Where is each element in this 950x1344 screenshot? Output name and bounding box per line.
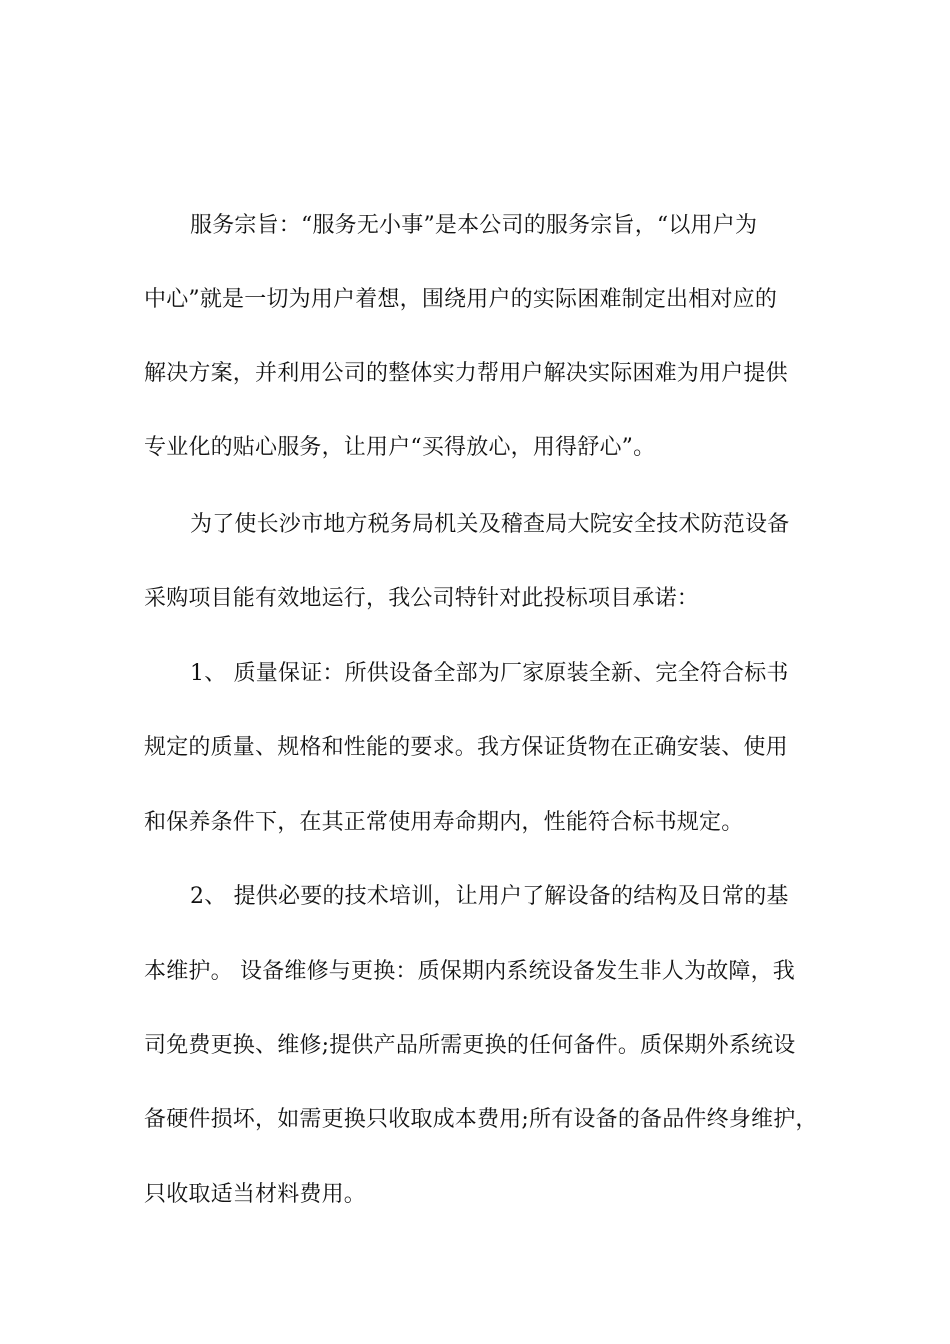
- paragraph-line: 2、 提供必要的技术培训，让用户了解设备的结构及日常的基: [190, 884, 789, 909]
- paragraph-line: 中心”就是一切为用户着想，围绕用户的实际困难制定出相对应的: [144, 287, 778, 312]
- paragraph-line: 为了使长沙市地方税务局机关及稽查局大院安全技术防范设备: [190, 512, 790, 537]
- paragraph-line: 和保养条件下，在其正常使用寿命期内，性能符合标书规定。: [144, 810, 744, 835]
- paragraph-line: 服务宗旨：“服务无小事”是本公司的服务宗旨，“以用户为: [190, 213, 758, 238]
- paragraph-line: 解决方案，并利用公司的整体实力帮用户解决实际困难为用户提供: [144, 361, 788, 386]
- paragraph-line: 司免费更换、维修;提供产品所需更换的任何备件。质保期外系统设: [144, 1033, 796, 1058]
- paragraph-line: 1、 质量保证：所供设备全部为厂家原装全新、完全符合标书: [190, 661, 789, 686]
- paragraph-line: 规定的质量、规格和性能的要求。我方保证货物在正确安装、使用: [144, 735, 788, 760]
- paragraph-line: 采购项目能有效地运行，我公司特针对此投标项目承诺：: [144, 586, 700, 611]
- paragraph-line: 备硬件损坏，如需更换只收取成本费用;所有设备的备品件终身维护，: [144, 1107, 818, 1132]
- paragraph-line: 专业化的贴心服务，让用户“买得放心，用得舒心”。: [144, 435, 656, 460]
- paragraph-line: 只收取适当材料费用。: [144, 1182, 367, 1207]
- paragraph-line: 本维护。 设备维修与更换：质保期内系统设备发生非人为故障，我: [144, 959, 795, 984]
